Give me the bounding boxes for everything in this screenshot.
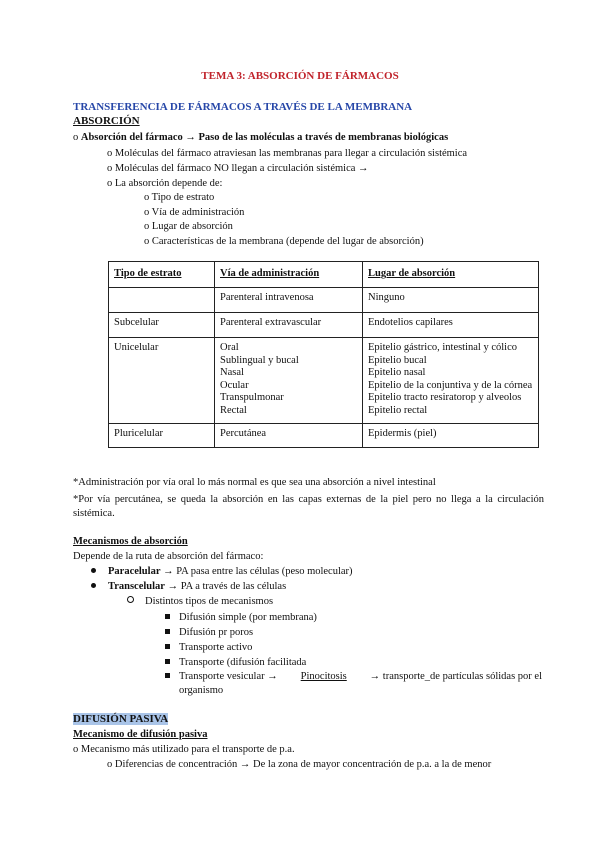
vesicular-desc: → transporte_de partículas sólidas por el xyxy=(369,671,542,682)
paracelular-term: Paracelular xyxy=(108,566,161,577)
cell-line: Transpulmonar xyxy=(220,392,284,403)
list-item-tipos xyxy=(127,595,273,608)
cell-line: Epitelio bucal xyxy=(368,354,427,366)
difusion-subheading: Mecanismo de difusión pasiva xyxy=(73,729,208,740)
list-item: o Mecanismo más utilizado para el transporte de p.a. xyxy=(73,744,295,755)
bullet-marker: o xyxy=(73,132,79,143)
list-item xyxy=(165,626,253,639)
list-item-text: Difusión simple (por membrana) xyxy=(179,612,317,623)
factor-item: o Tipo de estrato xyxy=(144,192,215,203)
factor-item: o Características de la membrana (depende del lugar de absorción) xyxy=(144,236,424,247)
pinocitosis-term: Pinocitosis xyxy=(300,671,347,682)
list-item: o La absorción depende de: xyxy=(107,178,223,189)
difusion-heading xyxy=(73,713,168,726)
circle-bullet-icon xyxy=(127,596,134,603)
cell-line: Sublingual y bucal xyxy=(220,354,299,366)
list-item xyxy=(165,656,306,669)
list-item-text: Transporte (difusión facilitada xyxy=(179,657,307,668)
cell-line: Oral xyxy=(220,342,239,353)
table-cell: Ninguno xyxy=(363,288,539,313)
table-cell xyxy=(109,288,215,313)
list-item: o Moléculas del fármaco atraviesan las membranas para llegar a circulación sistémica xyxy=(107,148,468,159)
absorcion-meaning: Paso de las moléculas a través de membranas biológicas xyxy=(198,132,449,143)
subheading-absorcion: ABSORCIÓN xyxy=(73,115,140,127)
arrow-icon: → xyxy=(185,132,196,143)
list-item xyxy=(165,611,317,624)
square-bullet-icon xyxy=(165,644,170,649)
absorption-table xyxy=(108,261,539,448)
table-row xyxy=(109,424,539,448)
list-item-vesicular xyxy=(165,670,542,683)
table-cell: Pluricelular xyxy=(109,424,215,448)
table-header: Vía de administración xyxy=(215,262,363,288)
square-bullet-icon xyxy=(165,629,170,634)
note-percutanea-end: sistémica. xyxy=(73,508,115,519)
absorcion-definition xyxy=(73,131,448,144)
transcelular-term: Transcelular xyxy=(108,581,165,592)
list-item xyxy=(165,641,252,654)
table-cell: Endotelios capilares xyxy=(363,313,539,338)
tipos-text: Distintos tipos de mecanismos xyxy=(145,596,274,607)
absorcion-term: Absorción del fármaco xyxy=(80,132,183,143)
table-cell: Percutánea xyxy=(215,424,363,448)
factor-item: o Vía de administración xyxy=(144,207,245,218)
note-oral: *Administración por vía oral lo más normal es que sea una absorción a nivel intestinal xyxy=(73,477,436,488)
table-cell: Unicelular xyxy=(109,338,215,424)
cell-line: Rectal xyxy=(220,404,247,416)
list-item-text: Difusión pr poros xyxy=(179,627,254,638)
table-row xyxy=(109,288,539,313)
list-item: o Diferencias de concentración → De la zona de mayor concentración de p.a. a la de menor xyxy=(107,759,492,770)
bullet-icon xyxy=(91,583,96,588)
list-item: o Moléculas del fármaco NO llegan a circulación sistémica → xyxy=(107,163,369,174)
factor-item: o Lugar de absorción xyxy=(144,221,233,232)
square-bullet-icon xyxy=(165,659,170,664)
cell-line: Epitelio tracto resiratorop y alveolos xyxy=(368,392,522,403)
transcelular-desc: → PA a través de las células xyxy=(167,581,287,592)
list-item-transcelular xyxy=(91,580,286,593)
cell-line: Epitelio rectal xyxy=(368,404,428,416)
mecanismos-heading: Mecanismos de absorción xyxy=(73,536,188,547)
cell-line: Ocular xyxy=(220,379,249,391)
section-heading-transferencia: TRANSFERENCIA DE FÁRMACOS A TRAVÉS DE LA MEMBRANA xyxy=(73,101,413,113)
table-row xyxy=(109,338,539,424)
cell-line: Epitelio de la conjuntiva y de la córnea xyxy=(368,379,533,391)
cell-line: Nasal xyxy=(220,367,244,378)
table-row xyxy=(109,313,539,338)
square-bullet-icon xyxy=(165,673,170,678)
mecanismos-intro: Depende de la ruta de absorción del fármaco: xyxy=(73,551,264,562)
vesicular-text: Transporte vesicular → xyxy=(179,671,278,682)
bullet-icon xyxy=(91,568,96,573)
list-item-text: Transporte activo xyxy=(179,642,253,653)
table-cell xyxy=(363,338,539,424)
table-cell: Subcelular xyxy=(109,313,215,338)
square-bullet-icon xyxy=(165,614,170,619)
table-header: Lugar de absorción xyxy=(363,262,539,288)
table-header-row xyxy=(109,262,539,288)
table-cell: Parenteral intravenosa xyxy=(215,288,363,313)
table-header: Tipo de estrato xyxy=(109,262,215,288)
table-cell xyxy=(215,338,363,424)
table-cell: Parenteral extravascular xyxy=(215,313,363,338)
note-percutanea: *Por vía percutánea, se queda la absorción en las capas externas de la piel pero no llega a la circulación xyxy=(73,494,544,505)
paracelular-desc: → PA pasa entre las células (peso molecular) xyxy=(163,566,353,577)
list-item-paracelular xyxy=(91,565,353,578)
table-cell: Epidermis (piel) xyxy=(363,424,539,448)
cell-line: Epitelio nasal xyxy=(368,367,426,378)
cell-line: Epitelio gástrico, intestinal y cólico xyxy=(368,342,518,353)
page-title: TEMA 3: ABSORCIÓN DE FÁRMACOS xyxy=(201,70,399,82)
vesicular-desc-end: organismo xyxy=(179,685,224,696)
difusion-heading-text: DIFUSIÓN PASIVA xyxy=(73,713,169,725)
